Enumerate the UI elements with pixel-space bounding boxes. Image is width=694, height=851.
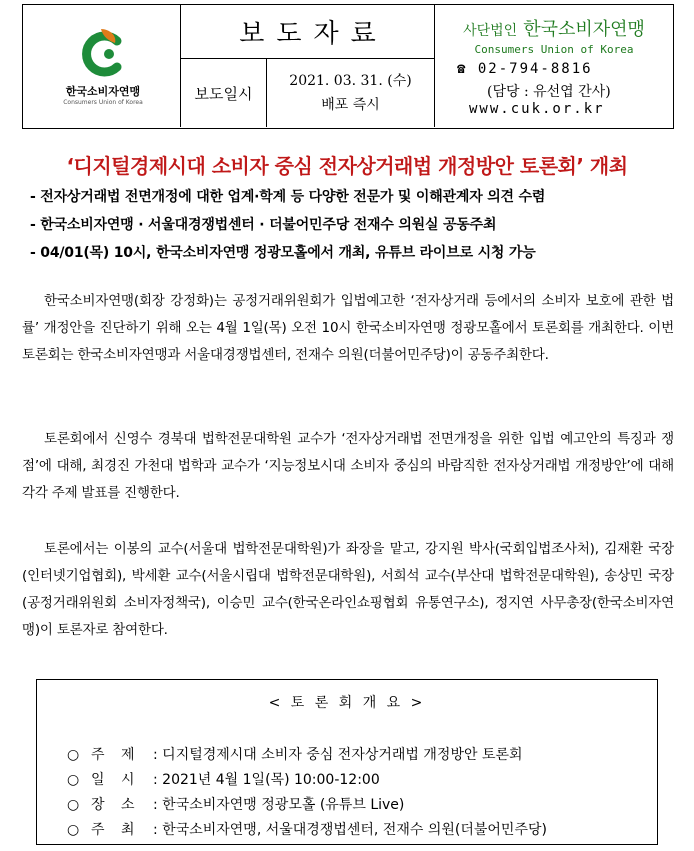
date-label: 보도일시: [194, 84, 253, 103]
release-timing: 배포 즉시: [321, 97, 380, 113]
subhead-3: - 04/01(목) 10시, 한국소비자연맹 정광모홀에서 개최, 유튜브 라이브로 시청 가능: [30, 245, 536, 261]
overview-row-topic: [67, 744, 523, 764]
org-info-cell: [435, 5, 673, 127]
logo-cell: [23, 5, 181, 127]
org-name-text: 한국소비자연맹: [523, 19, 645, 40]
logo-name-ko: 한국소비자연맹: [65, 85, 141, 98]
org-name-en: Consumers Union of Korea: [474, 43, 634, 56]
overview-title: < 토 론 회 개 요 >: [268, 695, 426, 711]
org-phone: ☎ 02-794-8816: [457, 61, 593, 77]
org-prefix: 사단법인: [463, 23, 518, 39]
headline: ‘디지털경제시대 소비자 중심 전자상거래법 개정방안 토론회’ 개최: [66, 154, 628, 178]
body-paragraph-3: 토론에서는 이봉의 교수(서울대 법학전문대학원)가 좌장을 맡고, 강지원 박사(국회입법조사처), 김재환 국장(인터넷기업협회), 박세환 교수(서울시립대 법학전문대학원), 서희석 교수(부산대 법학전문대학원), 송상민 국장(공정거래위원회 소비자정책국), 이승민 교수(한국온라인쇼핑협회 유통연구소), 정지연 사무총장(한국소비자연맹)이 토론자로 참여한다.: [22, 541, 674, 638]
overview-row-datetime: [67, 769, 380, 789]
doc-title-cell: [181, 5, 435, 59]
overview-box: [36, 679, 658, 845]
body-paragraph-1: 한국소비자연맹(회장 강정화)는 공정거래위원회가 입법예고한 ‘전자상거래 등에서의 소비자 보호에 관한 법률’ 개정안을 진단하기 위해 오는 4월 1일(목) 오전 10시 한국소비자연맹 정광모홀에서 토론회를 개최한다. 이번 토론회는 한국소비자연맹과 서울대경쟁법센터, 전재수 의원(더불어민주당)이 공동주최한다.: [22, 293, 674, 363]
logo-name-en: Consumers Union of Korea: [63, 99, 143, 106]
bullet-icon: ○: [67, 822, 80, 838]
subhead-2: - 한국소비자연맹 · 서울대경쟁법센터 · 더불어민주당 전재수 의원실 공동주최: [30, 217, 497, 233]
release-date: 2021. 03. 31. (수): [289, 73, 412, 89]
overview-value: : 2021년 4월 1일(목) 10:00-12:00: [153, 772, 380, 788]
bullet-icon: ○: [67, 747, 80, 763]
overview-label: 주 최: [91, 822, 141, 838]
date-cell: [267, 59, 435, 127]
body-paragraph-2: 토론회에서 신영수 경북대 법학전문대학원 교수가 ‘전자상거래법 전면개정을 위한 입법 예고안의 특징과 쟁점’에 대해, 최경진 가천대 법학과 교수가 ‘지능정보시대 소비자 중심의 바람직한 전자상거래법 개정방안’에 대해 각각 주제 발표를 진행한다.: [22, 431, 674, 501]
bullet-icon: ○: [67, 772, 80, 788]
org-name: [435, 15, 673, 41]
org-contact: (담당 : 유선엽 간사): [487, 84, 611, 100]
press-release-header: [22, 4, 674, 129]
overview-value: : 디지털경제시대 소비자 중심 전자상거래법 개정방안 토론회: [153, 747, 523, 763]
org-website[interactable]: www.cuk.or.kr: [469, 101, 605, 117]
org-logo: [53, 27, 153, 115]
overview-label: 일 시: [91, 772, 141, 788]
overview-value: : 한국소비자연맹, 서울대경쟁법센터, 전재수 의원(더불어민주당): [153, 822, 547, 838]
overview-value: : 한국소비자연맹 정광모홀 (유튜브 Live): [153, 797, 405, 813]
bullet-icon: ○: [67, 797, 80, 813]
overview-row-venue: [67, 794, 404, 814]
c-leaf-logo-icon: [79, 27, 127, 79]
subhead-1: - 전자상거래법 전면개정에 대한 업계·학계 등 다양한 전문가 및 이해관계자 의견 수렴: [30, 189, 546, 205]
date-label-cell: [181, 59, 267, 127]
doc-title: 보도자료: [239, 19, 388, 49]
overview-label: 장 소: [91, 797, 141, 813]
overview-row-host: [67, 819, 547, 839]
overview-label: 주 제: [91, 747, 141, 763]
